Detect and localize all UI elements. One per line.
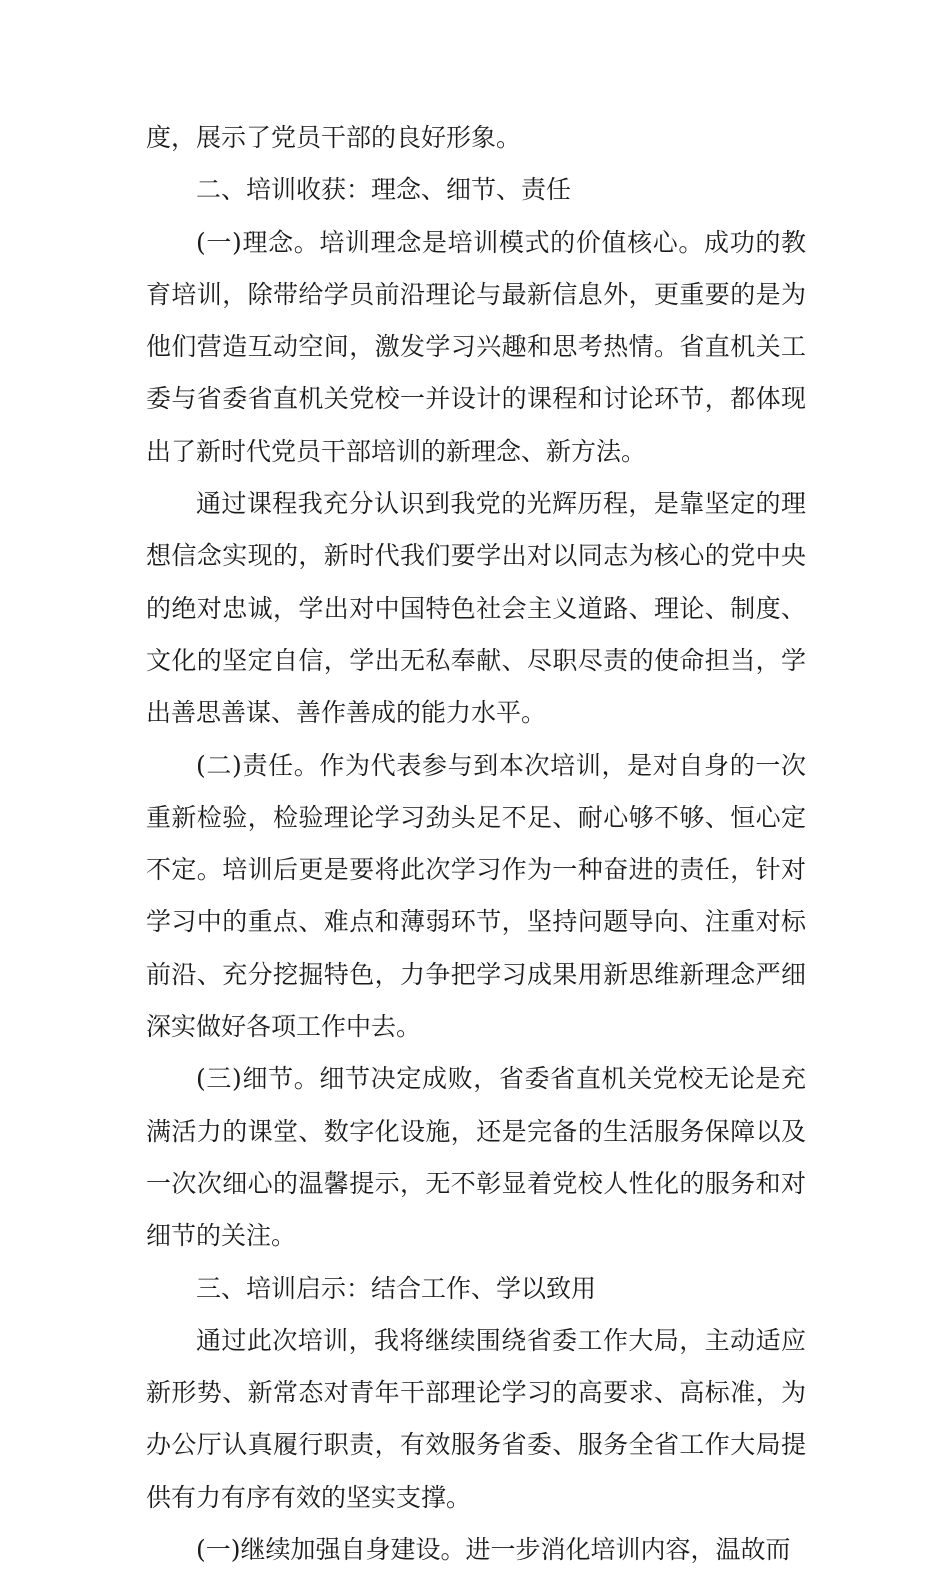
document-body [146, 112, 806, 1576]
paragraph-self-building: (一)继续加强自身建设。进一步消化培训内容，温故而 [196, 1535, 791, 1565]
section-heading-inspiration: 三、培训启示：结合工作、学以致用 [196, 1273, 597, 1303]
paragraph-concept: (一)理念。培训理念是培训模式的价值核心。成功的教育培训，除带给学员前沿理论与最新信息外，更重要的是为他们营造互动空间，激发学习兴趣和思考热情。省直机关工委与省委省直机关党校一并设计的课程和讨论环节，都体现出了新时代党员干部培训的新理念、新方法。 [146, 227, 806, 466]
paragraph-course: 通过课程我充分认识到我党的光辉历程，是靠坚定的理想信念实现的，新时代我们要学出对以同志为核心的党中央的绝对忠诚，学出对中国特色社会主义道路、理论、制度、文化的坚定自信，学出无私奉献、尽职尽责的使命担当，学出善思善谋、善作善成的能力水平。 [146, 489, 806, 728]
paragraph-detail: (三)细节。细节决定成败，省委省直机关党校无论是充满活力的课堂、数字化设施，还是完备的生活服务保障以及一次次细心的温馨提示，无不彰显着党校人性化的服务和对细节的关注。 [146, 1064, 806, 1251]
paragraph-responsibility: (二)责任。作为代表参与到本次培训，是对自身的一次重新检验，检验理论学习劲头足不足、耐心够不够、恒心定不定。培训后更是要将此次学习作为一种奋进的责任，针对学习中的重点、难点和薄弱环节，坚持问题导向、注重对标前沿、充分挖掘特色，力争把学习成果用新思维新理念严细深实做好各项工作中去。 [146, 750, 806, 1042]
section-heading-harvest: 二、培训收获：理念、细节、责任 [196, 175, 572, 205]
paragraph-inspiration: 通过此次培训，我将继续围绕省委工作大局，主动适应新形势、新常态对青年干部理论学习的高要求、高标准，为办公厅认真履行职责，有效服务省委、服务全省工作大局提供有力有序有效的坚实支撑。 [146, 1325, 806, 1512]
paragraph-continuation: 度，展示了党员干部的良好形象。 [146, 123, 522, 152]
